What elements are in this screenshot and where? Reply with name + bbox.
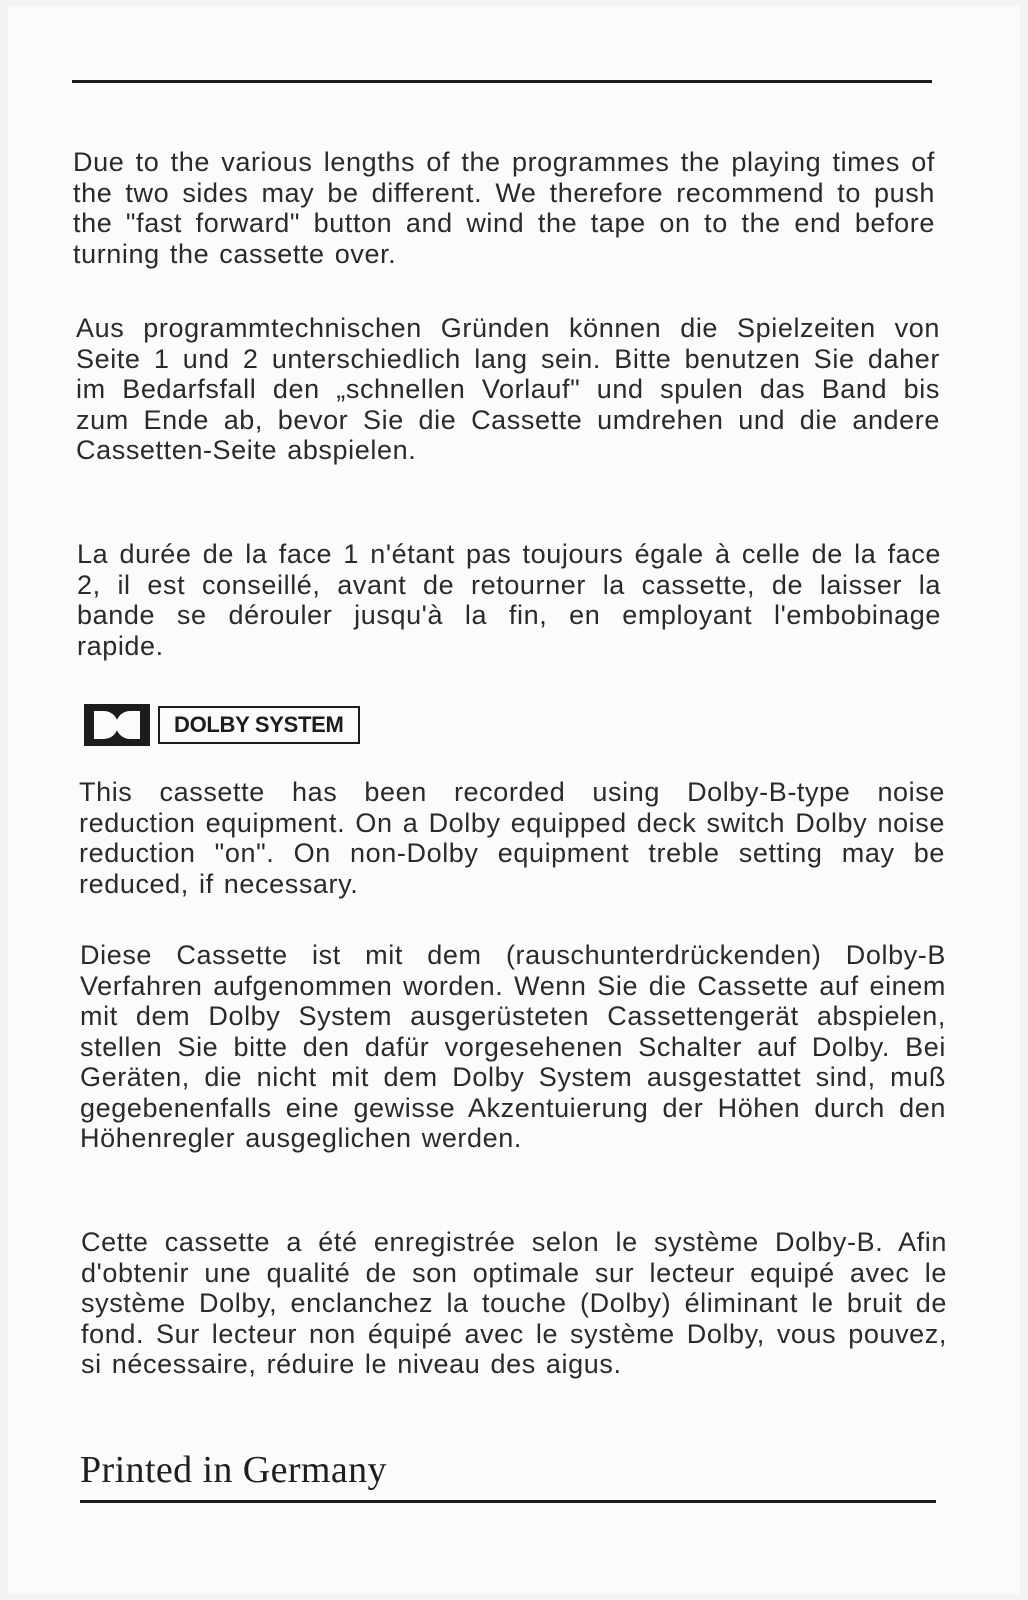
paragraph-german-dolby: Diese Cassette ist mit dem (rauschunterdrückenden) Dolby-B Verfahren aufgenommen worden. Wenn Sie die Cassette auf einem mit dem Dolby System ausgerüsteten Cassettengerät abspielen, stellen Sie bitte den dafür vorgesehenen Schalter auf Dolby. Bei Geräten, die nicht mit dem Dolby System ausgestattet sind, muß gegebenenfalls eine gewisse Akzentuierung der Höhen durch den Höhenregler ausgeglichen werden. — [80, 940, 946, 1153]
paragraph-french-dolby: Cette cassette a été enregistrée selon le système Dolby-B. Afin d'obtenir une qualité de son optimale sur lecteur equipé avec le système Dolby, enclanchez la touche (Dolby) éliminant le bruit de fond. Sur lecteur non équipé avec le système Dolby, vous pouvez, si nécessaire, réduire le niveau des aigus. — [81, 1227, 947, 1379]
paragraph-french-playing-times: La durée de la face 1 n'étant pas toujours égale à celle de la face 2, il est conseillé, avant de retourner la cassette, de laisser la bande se dérouler jusqu'à la fin, en employant l'embobinage rapide. — [77, 539, 941, 661]
dolby-double-d-icon — [84, 704, 150, 746]
top-divider — [72, 80, 932, 83]
dolby-system-label: DOLBY SYSTEM — [158, 706, 360, 744]
paragraph-german-playing-times: Aus programmtechnischen Gründen können die Spielzeiten von Seite 1 und 2 unterschiedlich lang sein. Bitte benutzen Sie daher im Bedarfsfall den „schnellen Vorlauf" und spulen das Band bis zum Ende ab, bevor Sie die Cassette umdrehen und die andere Cassetten-Seite abspielen. — [76, 313, 940, 465]
bottom-divider — [80, 1500, 936, 1503]
dolby-system-logo — [84, 704, 360, 746]
paragraph-english-playing-times: Due to the various lengths of the programmes the playing times of the two sides may be different. We therefore recommend to push the "fast forward" button and wind the tape on to the end before turning the cassette over. — [73, 147, 935, 269]
paragraph-english-dolby: This cassette has been recorded using Dolby-B-type noise reduction equipment. On a Dolby equipped deck switch Dolby noise reduction "on". On non-Dolby equipment treble setting may be reduced, if necessary. — [79, 777, 945, 899]
printed-in-germany: Printed in Germany — [80, 1449, 387, 1491]
